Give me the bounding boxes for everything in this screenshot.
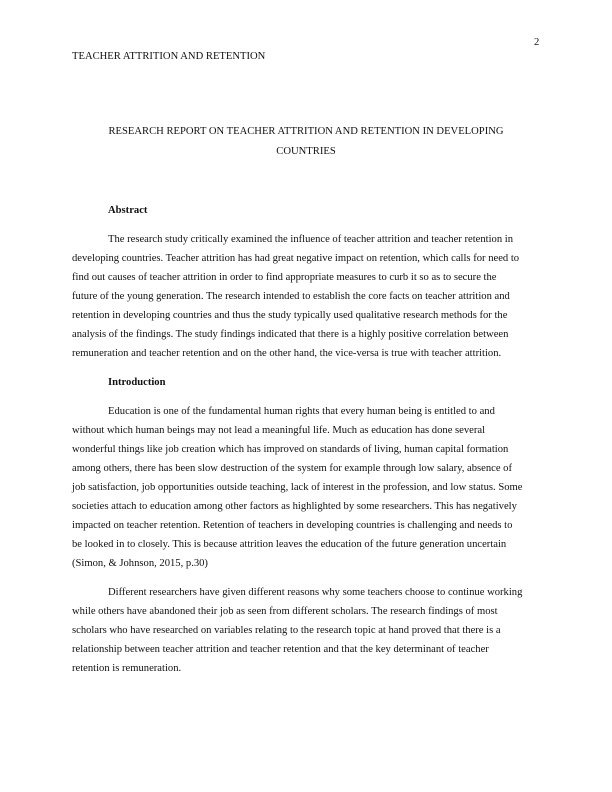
intro-line: Different researchers have given different reasons why some teachers choose to continue working	[108, 587, 523, 598]
abstract-line: remuneration and teacher retention and on the other hand, the vice-versa is true with teacher attrition.	[72, 348, 502, 359]
abstract-line: retention in developing countries and thus the study typically used qualitative research methods for the	[72, 310, 508, 321]
intro-line: while others have abandoned their job as seen from different scholars. The research findings of most	[72, 606, 498, 617]
intro-line: societies attach to education among other factors as highlighted by some researchers. This has negatively	[72, 501, 517, 512]
citation-line: (Simon, & Johnson, 2015, p.30)	[72, 558, 208, 569]
introduction-heading: Introduction	[108, 377, 166, 388]
report-title-line-1: RESEARCH REPORT ON TEACHER ATTRITION AND RETENTION IN DEVELOPING	[108, 126, 504, 137]
abstract-line: analysis of the findings. The study findings indicated that there is a highly positive correlation between	[72, 329, 509, 340]
abstract-heading: Abstract	[108, 205, 148, 216]
intro-line: without which human beings may not lead a meaningful life. Much as education has done several	[72, 425, 486, 436]
intro-line: among others, there has been slow destruction of the system for example through low salary, absence of	[72, 463, 513, 474]
abstract-line: find out causes of teacher attrition in order to find appropriate measures to curb it so as to secure the	[72, 272, 497, 283]
abstract-line: future of the young generation. The research intended to establish the core facts on teacher attrition and	[72, 291, 510, 302]
page-number: 2	[534, 37, 540, 48]
intro-line: retention is remuneration.	[72, 663, 182, 674]
intro-line: relationship between teacher attrition and teacher retention and that the key determinant of teacher	[72, 644, 489, 655]
abstract-line: The research study critically examined the influence of teacher attrition and teacher retention in	[108, 234, 514, 245]
running-head: TEACHER ATTRITION AND RETENTION	[72, 51, 266, 62]
intro-line: job satisfaction, job opportunities outside teaching, lack of interest in the profession, and low status. Some	[72, 482, 523, 493]
intro-line: impacted on teacher retention. Retention of teachers in developing countries is challenging and needs to	[72, 520, 513, 531]
abstract-line: developing countries. Teacher attrition has had great negative impact on retention, which calls for need to	[72, 253, 520, 264]
intro-line: be looked in to closely. This is because attrition leaves the education of the future generation uncertain	[72, 539, 507, 550]
intro-line: scholars who have researched on variables relating to the research topic at hand proved that there is a	[72, 625, 501, 636]
report-title-line-2: COUNTRIES	[276, 146, 336, 157]
intro-line: wonderful things like job creation which has improved on standards of living, human capital formation	[72, 444, 509, 455]
intro-line: Education is one of the fundamental human rights that every human being is entitled to and	[108, 406, 495, 417]
